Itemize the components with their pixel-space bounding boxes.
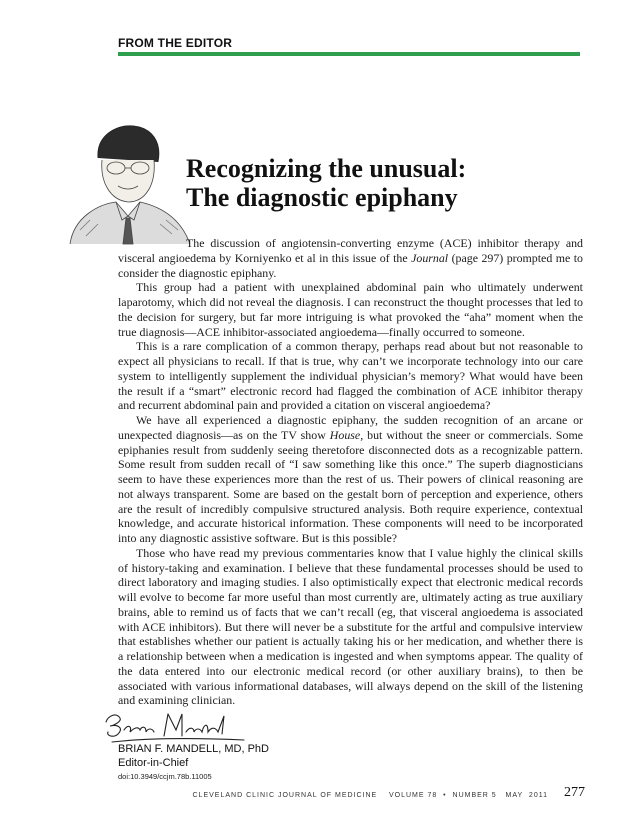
author-role: Editor-in-Chief (118, 757, 189, 769)
p4-part-a: We have all experienced a diagnostic epiphany, the sudden recognition of an arcane or unexpected diagnosis—as on the TV show (118, 413, 583, 442)
paragraph-2: This group had a patient with unexplained abdominal pain who ultimately underwent laparotomy, which did not reveal the diagnosis. I can reconstruct the thought processes that led to the decision for surgery, but far more intriguing is what provoked the “aha” moment when the true diagnosis—ACE inhibitor-associated angioedema—finally occurred to someone. (118, 280, 583, 339)
paragraph-4 (118, 413, 583, 546)
paragraph-3: This is a rare complication of a common therapy, perhaps read about but not reasonable to expect all physicians to recall. If that is true, why can’t we incorporate technology into our care system to intelligently supplement the individual physician’s memory? What would have been the result if a “smart” electronic record had flagged the combination of ACE inhibitor therapy and recurrent abdominal pain and provided a citation on visceral angioedema? (118, 339, 583, 413)
paragraph-5: Those who have read my previous commentaries know that I value highly the clinical skills of history-taking and examination. I believe that these fundamental processes should be used to direct laboratory and imaging studies. I also optimistically expect that electronic medical records will evolve to become far more useful than most currently are, ultimately acting as true auxiliary brains, able to remind us of facts that we can’t recall (eg, that visceral angioedema is associated with ACE inhibitors). But there will never be a substitute for the artful and compulsive interview that establishes whether our patient is actually taking his or her medication, and whether there is a relationship between when a medication is ingested and when symptoms appear. The quality of the data entered into our electronic medical record (or other auxiliary brains), to then be associated with various informational databases, will always depend on the skill of the listening and examining clinician. (118, 545, 583, 708)
p1-part-b: (page 297) prompted me to consider the diagnostic epiphany. (118, 250, 583, 280)
p4-part-b: , but without the sneer or commercials. Some epiphanies result from suddenly seeing theretofore disconnected dots as a recognizable pattern. Some result from sudden recall of “I saw something like this once.” The superb diagnosticians seem to have these experiences more than the rest of us. Their powers of clinical reasoning are not always transparent. Some are based on the gestalt born of perception and experience, others are the result of incredibly compulsive structured analysis. Both require experience, contextual knowledge, and accurate historical information. These components will need to be incorporated into any diagnostic assistive software. But is this possible? (118, 427, 583, 545)
article-title (186, 154, 576, 212)
title-line-2: The diagnostic epiphany (186, 183, 458, 212)
journal-footer: CLEVELAND CLINIC JOURNAL OF MEDICINE VOLUME 78 • NUMBER 5 MAY 2011 (192, 792, 548, 799)
article-body (118, 236, 583, 708)
doi-text: doi:10.3949/ccjm.78b.11005 (118, 772, 212, 781)
signature-icon (98, 702, 248, 746)
title-line-1: Recognizing the unusual: (186, 154, 467, 183)
header-rule (118, 52, 580, 56)
p1-part-a: The discussion of angiotensin-converting enzyme (ACE) inhibitor therapy and visceral angioedema by Korniyenko et al in this issue of the (118, 236, 583, 265)
paragraph-1 (118, 236, 583, 280)
editor-portrait-icon (50, 120, 195, 245)
journal-name: Journal (411, 250, 449, 265)
page-number: 277 (564, 785, 585, 800)
tv-show-name: House (329, 427, 361, 442)
author-name: BRIAN F. MANDELL, MD, PhD (118, 743, 269, 755)
section-label: FROM THE EDITOR (118, 36, 233, 50)
author-block (118, 742, 269, 770)
